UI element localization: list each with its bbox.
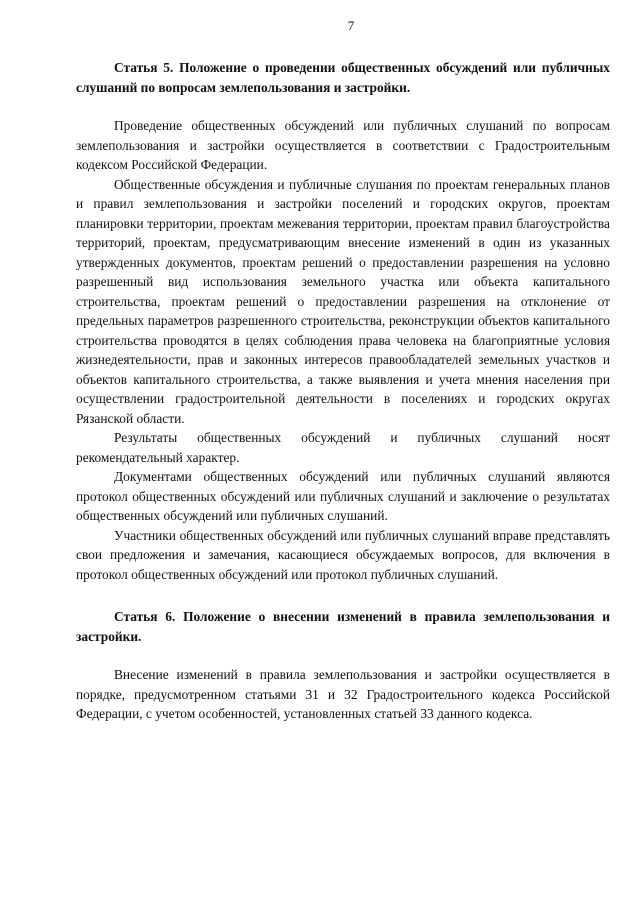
article-5-paragraph-2: Общественные обсуждения и публичные слушания по проектам генеральных планов и правил землепользования и застройки поселений и городских округов, проектам планировки территории, проектам межевания территории, проектам правил благоустройства территорий, проектам, предусматривающим внесение изменений в один из указанных утвержденных документов, проектам решений о предоставлении разрешения на условно разрешенный вид использования земельного участка или объекта капитального строительства, проектам решений о предоставлении разрешения на отклонение от предельных параметров разрешенного строительства, реконструкции объектов капитального строительства проводятся в целях соблюдения права человека на благоприятные условия жизнедеятельности, прав и законных интересов правообладателей земельных участков и объектов капитального строительства, а также выявления и учета мнения населения при осуществлении градостроительной деятельности в поселениях и городских округах Рязанской области. [76,176,610,426]
article-5-section [76,58,610,584]
page-number: 7 [347,18,355,33]
article-6-paragraph-1: Внесение изменений в правила землепользования и застройки осуществляется в порядке, предусмотренном статьями 31 и 32 Градостроительного кодекса Российской Федерации, с учетом особенностей, установленных статьей 33 данного кодекса. [76,667,610,721]
article-5-paragraph-3: Результаты общественных обсуждений и публичных слушаний носят рекомендательный характер. [76,430,610,465]
article-6-heading: Статья 6. Положение о внесении изменений в правила землепользования и застройки. [76,609,610,644]
article-5-paragraph-1: Проведение общественных обсуждений или публичных слушаний по вопросам землепользования и застройки осуществляется в соответствии с Градостроительным кодексом Российской Федерации. [76,118,610,172]
article-5-heading: Статья 5. Положение о проведении общественных обсуждений или публичных слушаний по вопросам землепользования и застройки. [76,60,610,95]
article-5-paragraph-4: Документами общественных обсуждений или публичных слушаний являются протокол общественных обсуждений или публичных слушаний и заключение о результатах общественных обсуждений или публичных слушаний. [76,469,610,523]
article-6-section [76,607,610,724]
article-5-paragraph-5: Участники общественных обсуждений или публичных слушаний вправе представлять свои предложения и замечания, касающиеся обсуждаемых вопросов, для включения в протокол общественных обсуждений или протокол публичных слушаний. [76,527,610,582]
